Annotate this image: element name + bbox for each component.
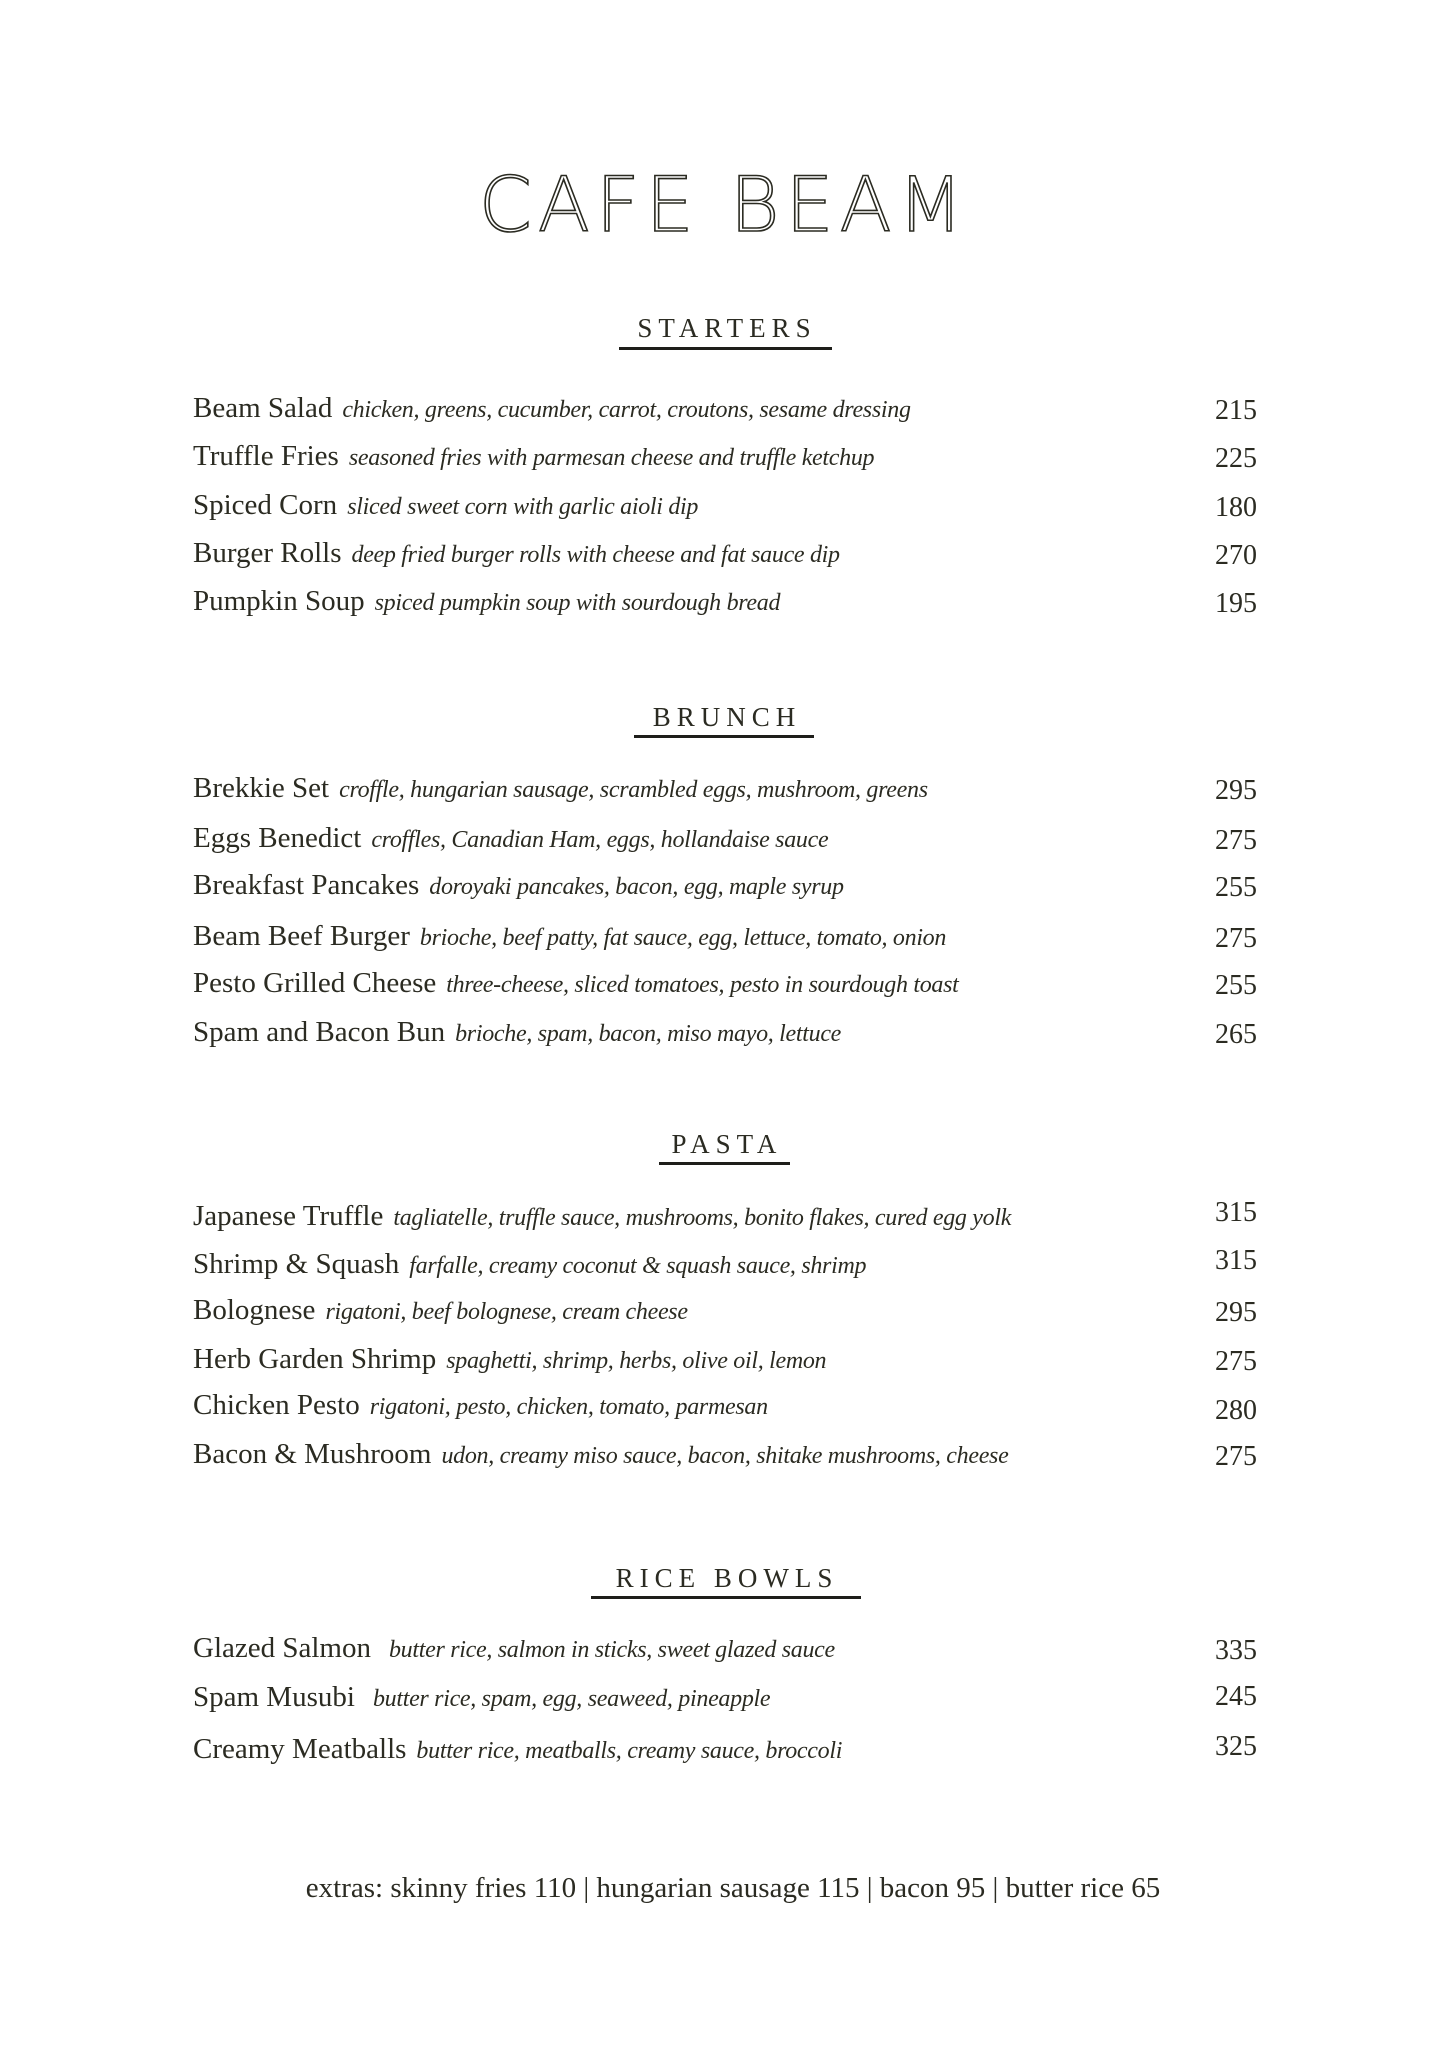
menu-item	[193, 1431, 1257, 1471]
item-name: Spiced Corn	[193, 489, 338, 521]
item-description: seasoned fries with parmesan cheese and truffle ketchup	[348, 445, 875, 471]
item-price: 275	[1215, 825, 1257, 856]
item-price: 215	[1215, 395, 1257, 426]
item-price: 255	[1215, 872, 1257, 903]
menu-item	[193, 765, 1257, 805]
item-description: chicken, greens, cucumber, carrot, croutons, sesame dressing	[342, 397, 911, 423]
item-price: 265	[1215, 1019, 1257, 1050]
menu-item	[193, 578, 1257, 618]
menu-item	[193, 815, 1257, 855]
menu-item	[193, 385, 1257, 425]
item-price: 315	[1215, 1197, 1257, 1228]
section-heading-rice-bowls	[0, 1563, 1448, 1594]
item-name: Bolognese	[193, 1294, 316, 1326]
item-name: Truffle Fries	[193, 440, 339, 472]
item-price: 255	[1215, 970, 1257, 1001]
item-description: deep fried burger rolls with cheese and fat sauce dip	[351, 542, 840, 568]
extras-line: extras: skinny fries 110 | hungarian sausage 115 | bacon 95 | butter rice 65	[305, 1872, 1161, 1904]
menu-title	[0, 160, 1448, 249]
item-price: 245	[1215, 1681, 1257, 1712]
item-name: Breakfast Pancakes	[193, 869, 420, 901]
item-description: spaghetti, shrimp, herbs, olive oil, lemon	[446, 1348, 827, 1374]
item-name: Pumpkin Soup	[193, 585, 365, 617]
menu-title-text: CAFE BEAM	[478, 160, 970, 249]
item-name: Spam and Bacon Bun	[193, 1016, 446, 1048]
menu-item	[193, 1674, 1257, 1714]
menu-item	[193, 1287, 1257, 1327]
item-description: sliced sweet corn with garlic aioli dip	[347, 494, 699, 520]
item-name: Glazed Salmon	[193, 1632, 371, 1664]
item-name: Beam Beef Burger	[193, 920, 410, 952]
section-label: BRUNCH	[652, 702, 802, 732]
menu-item	[193, 433, 1257, 473]
section-label: PASTA	[671, 1129, 783, 1159]
item-name: Burger Rolls	[193, 537, 342, 569]
section-underline	[659, 1162, 790, 1165]
item-description: brioche, spam, bacon, miso mayo, lettuce	[455, 1021, 842, 1047]
menu-item	[193, 1241, 1257, 1281]
section-underline	[634, 735, 814, 738]
item-description: spiced pumpkin soup with sourdough bread	[374, 590, 781, 616]
section-label: STARTERS	[637, 313, 817, 343]
item-description: rigatoni, beef bolognese, cream cheese	[325, 1299, 688, 1325]
menu-item	[193, 1382, 1257, 1426]
item-name: Eggs Benedict	[193, 822, 362, 854]
menu-item	[193, 482, 1257, 522]
menu-item	[193, 1009, 1257, 1049]
item-description: croffle, hungarian sausage, scrambled eggs, mushroom, greens	[339, 777, 928, 803]
item-price: 275	[1215, 1346, 1257, 1377]
menu-item	[193, 530, 1257, 570]
item-price: 275	[1215, 923, 1257, 954]
item-description: brioche, beef patty, fat sauce, egg, lettuce, tomato, onion	[419, 925, 947, 951]
item-price: 315	[1215, 1245, 1257, 1276]
item-price: 335	[1215, 1635, 1257, 1666]
item-description: butter rice, salmon in sticks, sweet glazed sauce	[388, 1637, 835, 1663]
section-label: RICE BOWLS	[615, 1563, 839, 1593]
section-heading-brunch	[0, 702, 1448, 733]
item-description: butter rice, meatballs, creamy sauce, broccoli	[416, 1738, 843, 1764]
item-name: Bacon & Mushroom	[193, 1438, 432, 1470]
item-description: croffles, Canadian Ham, eggs, hollandaise sauce	[371, 827, 829, 853]
item-price: 195	[1215, 588, 1257, 619]
item-name: Creamy Meatballs	[193, 1733, 407, 1765]
section-underline	[619, 347, 832, 350]
menu-item	[193, 862, 1257, 902]
menu-item	[193, 1625, 1257, 1665]
item-description: tagliatelle, truffle sauce, mushrooms, bonito flakes, cured egg yolk	[393, 1205, 1012, 1231]
item-price: 225	[1215, 443, 1257, 474]
item-description: doroyaki pancakes, bacon, egg, maple syrup	[429, 874, 844, 900]
menu-item	[193, 913, 1257, 953]
item-description: udon, creamy miso sauce, bacon, shitake mushrooms, cheese	[441, 1443, 1009, 1469]
item-description: farfalle, creamy coconut & squash sauce, shrimp	[409, 1253, 867, 1279]
item-price: 295	[1215, 775, 1257, 806]
menu-item	[193, 1336, 1257, 1376]
section-heading-pasta	[0, 1129, 1448, 1160]
item-description: butter rice, spam, egg, seaweed, pineapple	[372, 1686, 771, 1712]
item-name: Chicken Pesto	[193, 1389, 360, 1421]
item-name: Herb Garden Shrimp	[193, 1343, 437, 1375]
item-name: Beam Salad	[193, 392, 333, 424]
menu-item	[193, 1193, 1257, 1233]
item-name: Brekkie Set	[193, 772, 330, 804]
item-price: 180	[1215, 492, 1257, 523]
item-price: 270	[1215, 540, 1257, 571]
item-price: 295	[1215, 1297, 1257, 1328]
item-name: Spam Musubi	[193, 1681, 355, 1713]
section-heading-starters	[0, 313, 1448, 344]
section-underline	[591, 1596, 861, 1599]
item-name: Shrimp & Squash	[193, 1248, 400, 1280]
item-description: rigatoni, pesto, chicken, tomato, parmesan	[369, 1394, 768, 1420]
item-price: 275	[1215, 1441, 1257, 1472]
menu-item	[193, 960, 1257, 1000]
item-name: Pesto Grilled Cheese	[193, 967, 437, 999]
item-price: 325	[1215, 1731, 1257, 1762]
item-description: three-cheese, sliced tomatoes, pesto in sourdough toast	[446, 972, 959, 998]
item-price: 280	[1215, 1395, 1257, 1426]
item-name: Japanese Truffle	[193, 1200, 384, 1232]
menu-item	[193, 1726, 1257, 1766]
